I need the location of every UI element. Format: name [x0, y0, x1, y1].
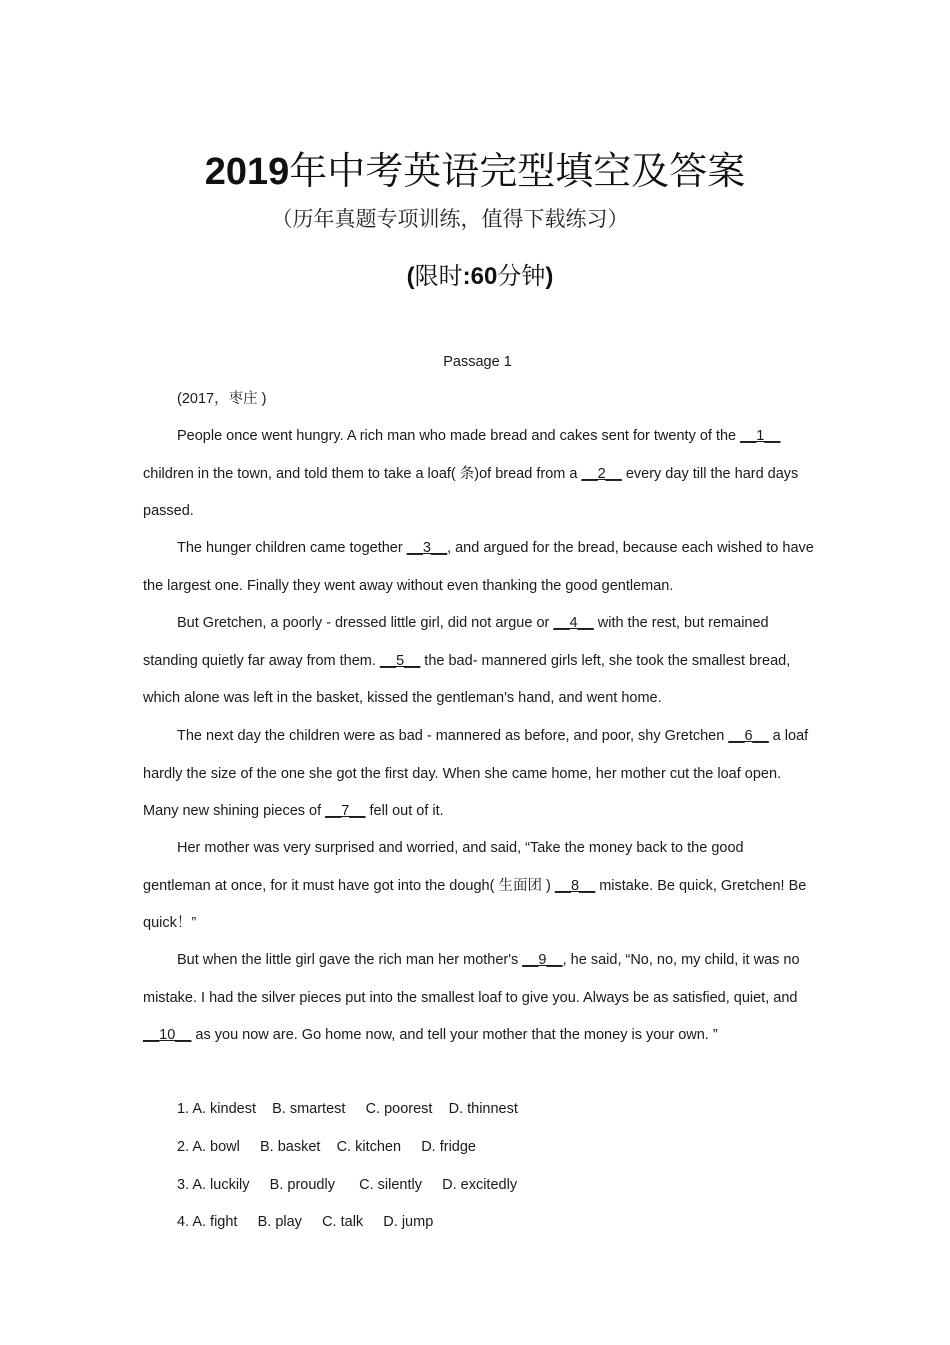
blank-2: __2__: [581, 465, 622, 482]
paragraph-2: [143, 530, 815, 605]
paragraph-text: with the rest, but remained standing quietly far away from them.: [143, 615, 769, 669]
paragraph-text: the bad- mannered girls left, she took the smallest bread, which alone was left in the basket, kissed the gentleman's hand, and went home.: [143, 652, 791, 706]
paragraph-text: The hunger children came together: [177, 540, 407, 556]
paragraph-text: But when the little girl gave the rich man her mother's: [177, 952, 523, 968]
option-line-4: 4. A. fight B. play C. talk D. jump: [177, 1214, 434, 1230]
paragraph-4: [143, 718, 815, 831]
passage-label: Passage 1: [443, 354, 512, 370]
paragraph-5: [143, 830, 815, 943]
paragraph-text: But Gretchen, a poorly - dressed little girl, did not argue or: [177, 615, 554, 631]
option-line-3: 3. A. luckily B. proudly C. silently D. excitedly: [177, 1177, 518, 1193]
blank-6: __6__: [728, 728, 769, 744]
paragraph-text: Her mother was very surprised and worried, and said, “Take the money back to the good gentleman at once, for it must have got into the dough( 生面团 ): [143, 840, 744, 894]
paragraph-3: [143, 605, 815, 718]
paragraph-text: mistake. Be quick, Gretchen! Be quick！”: [143, 877, 807, 931]
paragraph-text: , he said, “No, no, my child, it was no mistake. I had the silver pieces put into the smallest loaf to give you. Always be as satisfied, quiet, and: [143, 952, 800, 1006]
passage-source: (2017，枣庄 ): [177, 391, 267, 407]
blank-3: __3__: [406, 540, 448, 556]
paragraph-text: People once went hungry. A rich man who made bread and cakes sent for twenty of the: [177, 428, 741, 444]
paragraph-text: children in the town, and told them to take a loaf( 条)of bread from a: [143, 465, 582, 482]
blank-10: __10__: [143, 1027, 192, 1043]
paragraph-text: fell out of it.: [365, 803, 444, 819]
paragraph-text: , and argued for the bread, because each wished to have the largest one. Finally they went away without even thanking the good gentleman.: [143, 540, 814, 594]
paragraph-text: every day till the hard days passed.: [143, 465, 799, 519]
blank-1: __1__: [740, 428, 781, 444]
paragraph-text: a loaf hardly the size of the one she got the first day. When she came home, her mother cut the loaf open. Many new shining pieces of: [143, 728, 809, 819]
option-line-1: 1. A. kindest B. smartest C. poorest D. thinnest: [177, 1101, 518, 1117]
paragraph-text: The next day the children were as bad - mannered as before, and poor, shy Gretchen: [177, 728, 729, 744]
blank-7: __7__: [325, 803, 366, 819]
paragraph-text: as you now are. Go home now, and tell your mother that the money is your own. ”: [191, 1027, 718, 1043]
paragraph-6: [143, 942, 815, 1055]
blank-5: __5__: [379, 652, 421, 669]
paragraph-1: [143, 418, 815, 531]
time-limit: (限时:60分钟): [406, 263, 554, 290]
blank-4: __4__: [553, 615, 594, 631]
title-text: 年中考英语完型填空及答案: [289, 151, 746, 193]
document-title: [0, 140, 950, 195]
option-line-2: 2. A. bowl B. basket C. kitchen D. fridge: [177, 1139, 476, 1155]
blank-9: __9__: [522, 952, 563, 968]
document-subtitle: （历年真题专项训练，值得下载练习）: [271, 207, 629, 231]
title-year: 2019: [204, 151, 290, 193]
blank-8: __8__: [554, 877, 596, 894]
